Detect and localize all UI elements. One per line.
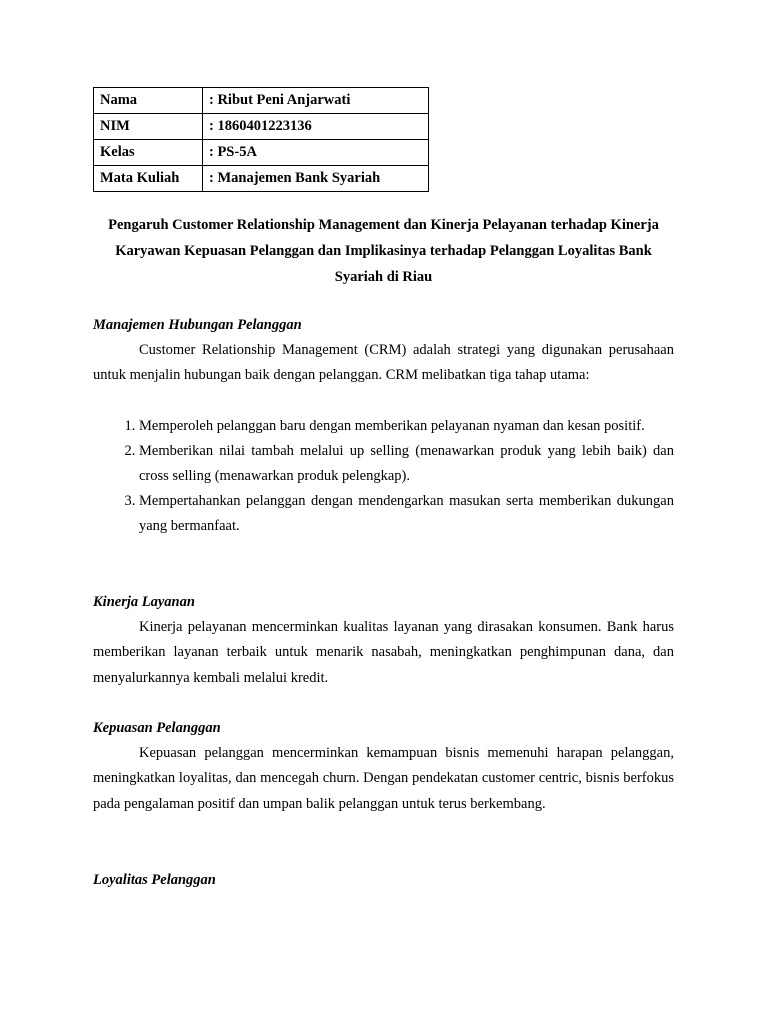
list-item: 1. Memperoleh pelanggan baru dengan memberikan pelayanan nyaman dan kesan positif.: [139, 414, 674, 439]
info-value: : 1860401223136: [203, 114, 429, 140]
info-value: : Ribut Peni Anjarwati: [203, 88, 429, 114]
section-heading-kinerja: Kinerja Layanan: [93, 594, 195, 610]
section-paragraph-kinerja: Kinerja pelayanan mencerminkan kualitas layanan yang dirasakan konsumen. Bank harus memberikan layanan terbaik untuk menarik nasabah, meningkatkan penghimpunan dana, dan menyalurkannya kembali melalui kredit.: [93, 619, 674, 686]
section-heading-loyalitas: Loyalitas Pelanggan: [93, 872, 216, 888]
info-value: : PS-5A: [203, 140, 429, 166]
info-label: NIM: [94, 114, 203, 140]
crm-stages-list: [93, 414, 674, 539]
document-title: Pengaruh Customer Relationship Management dan Kinerja Pelayanan terhadap Kinerja Karyawan Kepuasan Pelanggan dan Implikasinya terhadap Pelanggan Loyalitas Bank Syariah di Riau: [108, 217, 659, 285]
section-heading-crm: Manajemen Hubungan Pelanggan: [93, 317, 302, 333]
table-row: [94, 166, 429, 192]
table-row: [94, 114, 429, 140]
section-paragraph-kepuasan: Kepuasan pelanggan mencerminkan kemampuan bisnis memenuhi harapan pelanggan, meningkatkan loyalitas, dan mencegah churn. Dengan pendekatan customer centric, bisnis berfokus pada pengalaman positif dan umpan balik pelanggan untuk terus berkembang.: [93, 745, 674, 812]
table-row: [94, 88, 429, 114]
info-label: Nama: [94, 88, 203, 114]
list-item: 3. Mempertahankan pelanggan dengan mendengarkan masukan serta memberikan dukungan yang bermanfaat.: [139, 489, 674, 539]
student-info-table: [93, 87, 429, 192]
section-heading-kepuasan: Kepuasan Pelanggan: [93, 720, 221, 736]
table-row: [94, 140, 429, 166]
list-item: 2. Memberikan nilai tambah melalui up selling (menawarkan produk yang lebih baik) dan cross selling (menawarkan produk pelengkap).: [139, 439, 674, 489]
info-value: : Manajemen Bank Syariah: [203, 166, 429, 192]
info-label: Kelas: [94, 140, 203, 166]
section-paragraph-crm: Customer Relationship Management (CRM) adalah strategi yang digunakan perusahaan untuk menjalin hubungan baik dengan pelanggan. CRM melibatkan tiga tahap utama:: [93, 342, 674, 384]
info-label: Mata Kuliah: [94, 166, 203, 192]
